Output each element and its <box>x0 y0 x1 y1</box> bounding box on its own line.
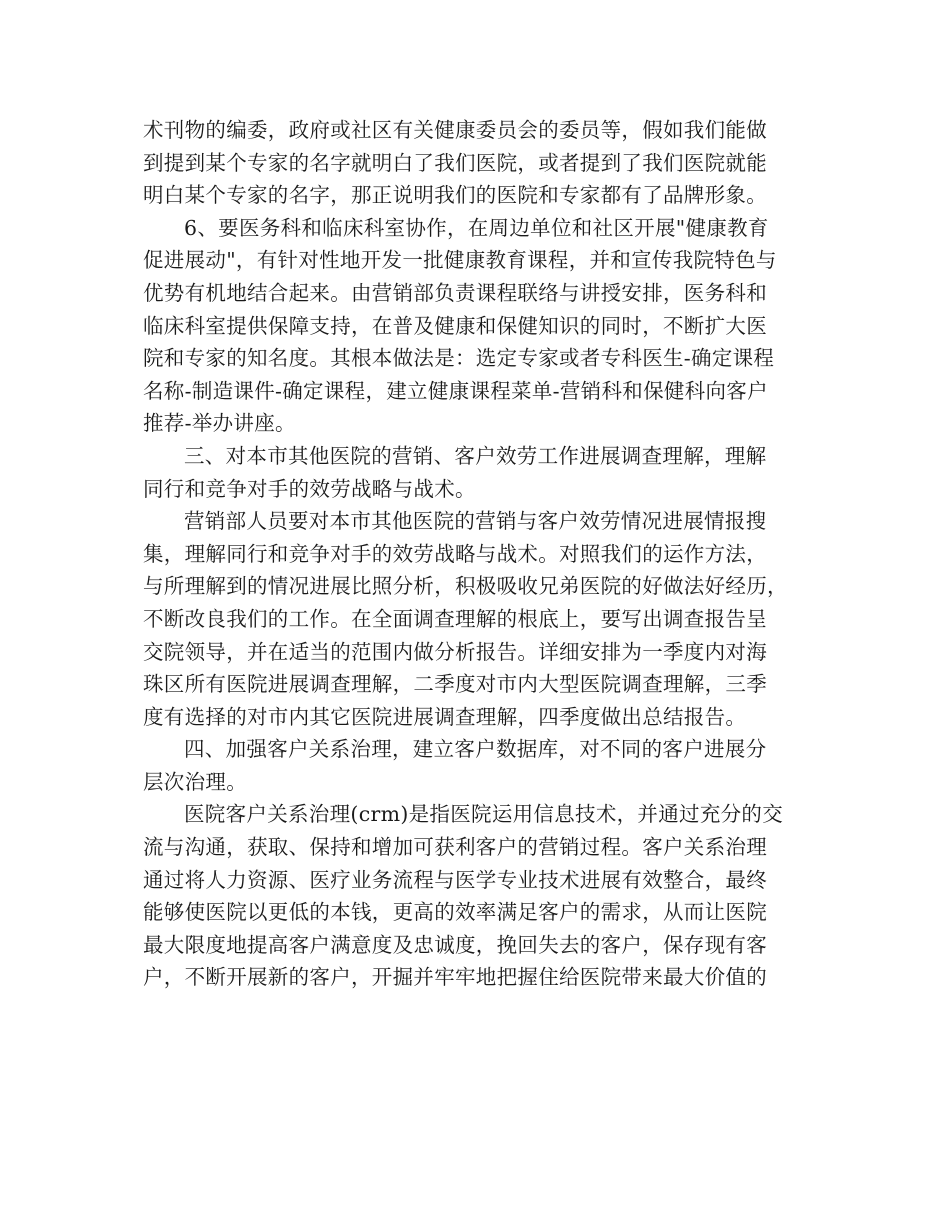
text-line: 交院领导，并在适当的范围内做分析报告。详细安排为一季度内对海 <box>143 639 767 664</box>
text-line: 6、要医务科和临床科室协作，在周边单位和社区开展"健康教育 <box>184 215 769 240</box>
document-body <box>143 114 823 994</box>
text-line: 最大限度地提高客户满意度及忠诚度，挽回失去的客户，保存现有客 <box>143 932 767 957</box>
text-line: 同行和竞争对手的效劳战略与战术。 <box>143 476 476 501</box>
text-line: 促进展动"，有针对性地开发一批健康教育课程，并和宣传我院特色与 <box>143 248 777 273</box>
text-line: 户，不断开展新的客户，开掘并牢牢地把握住给医院带来最大价值的 <box>143 965 767 990</box>
text-line: 三、对本市其他医院的营销、客户效劳工作进展调查理解，理解 <box>184 443 767 468</box>
text-line: 通过将人力资源、医疗业务流程与医学专业技术进展有效整合，最终 <box>143 867 767 892</box>
text-line: 与所理解到的情况进展比照分析，积极吸收兄弟医院的好做法好经历， <box>143 574 788 599</box>
text-line: 度有选择的对市内其它医院进展调查理解，四季度做出总结报告。 <box>143 704 747 729</box>
text-line: 医院客户关系治理(crm)是指医院运用信息技术，并通过充分的交 <box>184 802 784 827</box>
text-line: 四、加强客户关系治理，建立客户数据库，对不同的客户进展分 <box>184 737 767 762</box>
text-line: 到提到某个专家的名字就明白了我们医院，或者提到了我们医院就能 <box>143 150 767 175</box>
text-line: 名称-制造课件-确定课程，建立健康课程菜单-营销科和保健科向客户 <box>143 378 768 403</box>
text-line: 珠区所有医院进展调查理解，二季度对市内大型医院调查理解，三季 <box>143 672 767 697</box>
text-line: 不断改良我们的工作。在全面调查理解的根底上，要写出调查报告呈 <box>143 606 767 631</box>
text-line: 明白某个专家的名字，那正说明我们的医院和专家都有了品牌形象。 <box>143 183 767 208</box>
text-line: 营销部人员要对本市其他医院的营销与客户效劳情况进展情报搜 <box>184 509 767 534</box>
text-line: 能够使医院以更低的本钱，更高的效率满足客户的需求，从而让医院 <box>143 900 767 925</box>
text-line: 层次治理。 <box>143 769 247 794</box>
text-line: 流与沟通，获取、保持和增加可获利客户的营销过程。客户关系治理 <box>143 835 767 860</box>
text-line: 临床科室提供保障支持，在普及健康和保健知识的同时，不断扩大医 <box>143 313 767 338</box>
text-line: 推荐-举办讲座。 <box>143 411 296 436</box>
text-line: 优势有机地结合起来。由营销部负责课程联络与讲授安排，医务科和 <box>143 280 767 305</box>
text-line: 集，理解同行和竞争对手的效劳战略与战术。对照我们的运作方法， <box>143 541 767 566</box>
text-line: 术刊物的编委，政府或社区有关健康委员会的委员等，假如我们能做 <box>143 118 767 142</box>
text-line: 院和专家的知名度。其根本做法是：选定专家或者专科医生-确定课程 <box>143 346 775 371</box>
